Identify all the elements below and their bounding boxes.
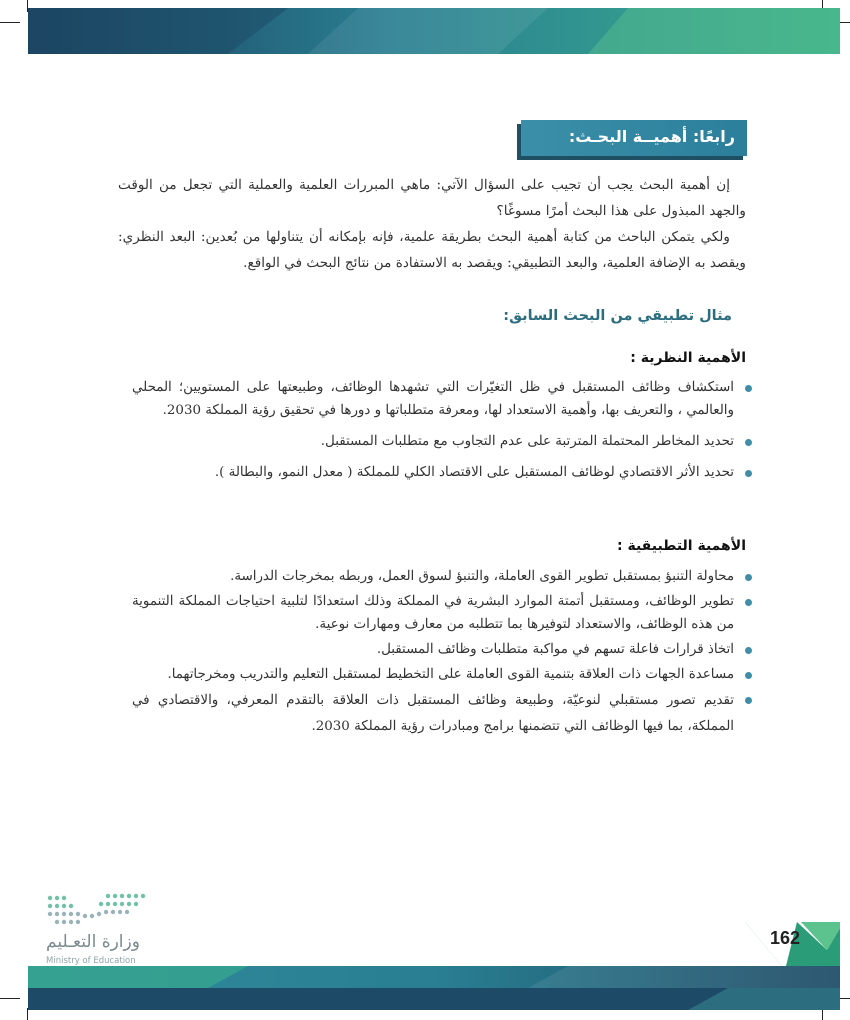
bullet-icon (745, 439, 752, 446)
bullet-icon (745, 599, 752, 606)
ministry-logo (46, 892, 156, 972)
applied-list (132, 565, 756, 742)
bullet-icon (745, 672, 752, 679)
bullet-icon (745, 385, 752, 392)
list-item (132, 461, 756, 484)
list-item (132, 430, 756, 453)
example-title: مثال تطبيقي من البحث السابق: (503, 308, 732, 324)
bullet-icon (745, 697, 752, 704)
list-item-text: اتخاذ قرارات فاعلة تسهم في مواكبة متطلبات وظائف المستقبل. (376, 642, 734, 657)
bullet-icon (745, 647, 752, 654)
list-item-text: تطوير الوظائف، ومستقبل أتمتة الموارد البشرية في المملكة وذلك استعدادًا لتلبية احتياجات المملكة التنموية من هذه الوظائف، والاستعداد لتوفيرها بما تتطلبه من معارف ومهارات نوعية. (132, 594, 734, 632)
theoretical-list (132, 376, 756, 492)
list-item-text: تقديم تصور مستقبلي لنوعيّة، وطبيعة وظائف المستقبل ذات العلاقة بالتقدم المعرفي، والاقتصادي في المملكة، بما فيها الوظائف التي تتضمنها برامج ومبادرات رؤية المملكة 2030. (132, 693, 734, 734)
crop-mark (0, 998, 20, 999)
list-item (132, 565, 756, 588)
list-item (132, 638, 756, 661)
list-item-text: تحديد الأثر الاقتصادي لوظائف المستقبل على الاقتصاد الكلي للمملكة ( معدل النمو، والبطالة ). (214, 465, 734, 480)
list-item (132, 590, 756, 636)
theoretical-title: الأهمية النظرية : (630, 350, 746, 366)
section-heading: رابعًا: أهميــة البحـث: (521, 120, 747, 156)
header-band (28, 8, 840, 54)
bullet-icon (745, 470, 752, 477)
crop-mark (0, 22, 20, 23)
intro-paragraph: إن أهمية البحث يجب أن تجيب على السؤال الآتي: ماهي المبررات العلمية والعملية التي تجعل من الوقت والجهد المبذول على هذا البحث أمرًا مسوغًا؟ (118, 177, 746, 219)
logo-english: Ministry of Education (46, 956, 136, 966)
logo-arabic: وزارة التعـليم (46, 932, 140, 952)
list-item (132, 376, 756, 422)
bullet-icon (745, 574, 752, 581)
list-item (132, 663, 756, 686)
list-item-text: مساعدة الجهات ذات العلاقة بتنمية القوى العاملة على التخطيط لمستقبل التعليم والتدريب ومخرجاتهما. (167, 667, 734, 682)
list-item (132, 688, 756, 740)
footer-band (28, 962, 840, 1010)
list-item-text: تحديد المخاطر المحتملة المترتبة على عدم التجاوب مع متطلبات المستقبل. (320, 434, 734, 449)
applied-title: الأهمية التطبيقية : (617, 538, 746, 554)
page-number: 162 (770, 928, 801, 948)
list-item-text: محاولة التنبؤ بمستقبل تطوير القوى العاملة، والتنبؤ لسوق العمل، وربطه بمخرجات الدراسة. (230, 569, 734, 584)
intro-paragraph: ولكي يتمكن الباحث من كتابة أهمية البحث بطريقة علمية، فإنه بإمكانه أن يتناولها من بُعدين: البعد النظري: ويقصد به الإضافة العلمية، والبعد التطبيقي: ويقصد به الاستفادة من نتائج البحث في الواقع. (118, 229, 746, 271)
logo-dots-icon (46, 892, 146, 926)
intro-text (118, 172, 746, 276)
list-item-text: استكشاف وظائف المستقبل في ظل التغيّرات التي تشهدها الوظائف، وطبيعتها على المستويين؛ المحلي والعالمي ، والتعريف بها، وأهمية الاستعداد لها، ومعرفة متطلباتها و دورها في تحقيق رؤية المملكة 2030. (132, 380, 734, 418)
